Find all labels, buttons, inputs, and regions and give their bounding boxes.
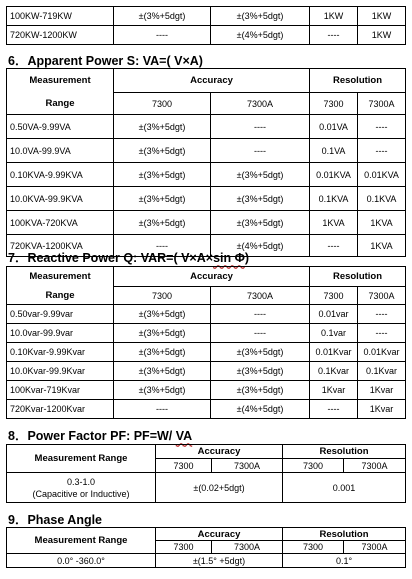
table-row — [7, 163, 406, 187]
measurement-header: Measurement — [7, 267, 114, 287]
accuracy-cell: ±(3%+5dgt) — [114, 381, 211, 400]
power-factor-table — [6, 444, 406, 503]
accuracy-cell: ±(3%+5dgt) — [211, 211, 310, 235]
range-cell: 720KW-1200KW — [7, 26, 114, 45]
model-7300-header: 7300 — [283, 459, 344, 473]
range-cell: 10.0var-99.9var — [7, 324, 114, 343]
accuracy-header: Accuracy — [156, 445, 283, 459]
accuracy-cell: ±(3%+5dgt) — [114, 163, 211, 187]
model-7300a-header: 7300A — [212, 459, 283, 473]
resolution-cell: 0.1KVA — [358, 187, 406, 211]
accuracy-cell: ---- — [211, 305, 310, 324]
range-cell: 0.0° -360.0° — [7, 554, 156, 568]
model-7300a-header: 7300A — [211, 93, 310, 115]
model-7300-header: 7300 — [310, 93, 358, 115]
range-cell: 0.10KVA-9.99KVA — [7, 163, 114, 187]
accuracy-cell: ±(3%+5dgt) — [114, 343, 211, 362]
range-cell: 720Kvar-1200Kvar — [7, 400, 114, 419]
accuracy-header: Accuracy — [156, 528, 283, 541]
resolution-header: Resolution — [310, 267, 406, 287]
accuracy-cell: ±(4%+5dgt) — [211, 400, 310, 419]
resolution-cell: 1KVA — [310, 211, 358, 235]
model-7300a-header: 7300A — [344, 459, 406, 473]
model-7300a-header: 7300A — [344, 541, 406, 554]
model-7300-header: 7300 — [156, 541, 212, 554]
range-cell: 0.50var-9.99var — [7, 305, 114, 324]
table-row — [7, 473, 406, 503]
measurement-range-header: Measurement Range — [7, 528, 156, 554]
accuracy-cell: ±(3%+5dgt) — [114, 324, 211, 343]
power-table-continued — [6, 6, 406, 45]
model-7300-header: 7300 — [283, 541, 344, 554]
model-7300-header: 7300 — [310, 287, 358, 305]
table-row — [7, 554, 406, 568]
header-row — [7, 267, 406, 287]
resolution-cell: ---- — [358, 115, 406, 139]
table-row — [7, 26, 406, 45]
model-7300-header: 7300 — [156, 459, 212, 473]
range-header: Range — [7, 93, 114, 115]
resolution-cell: 0.1KVA — [310, 187, 358, 211]
resolution-cell: 0.01var — [310, 305, 358, 324]
section-8-title-va: VA — [175, 429, 193, 443]
accuracy-cell: ---- — [211, 324, 310, 343]
table-row — [7, 324, 406, 343]
section-9-title: 9．Phase Angle — [8, 513, 103, 527]
accuracy-cell: ±(1.5° +5dgt) — [156, 554, 283, 568]
resolution-cell: 1Kvar — [358, 400, 406, 419]
resolution-cell: ---- — [310, 400, 358, 419]
resolution-cell: 0.1° — [283, 554, 406, 568]
range-cell: 0.10Kvar-9.99Kvar — [7, 343, 114, 362]
resolution-cell: ---- — [310, 26, 358, 45]
table-row — [7, 115, 406, 139]
resolution-cell: ---- — [358, 305, 406, 324]
phase-angle-table — [6, 527, 406, 568]
accuracy-cell: ±(3%+5dgt) — [114, 362, 211, 381]
resolution-cell: 0.1Kvar — [358, 362, 406, 381]
accuracy-cell: ---- — [114, 235, 211, 257]
resolution-cell: 0.1VA — [310, 139, 358, 163]
range-header: Range — [7, 287, 114, 305]
resolution-cell: 0.1Kvar — [310, 362, 358, 381]
range-cell — [7, 473, 156, 503]
section-7-title-prefix: 7．Reactive Power Q: VAR=( V×A× — [8, 251, 214, 265]
header-row — [7, 287, 406, 305]
model-7300a-header: 7300A — [358, 93, 406, 115]
accuracy-cell: ±(3%+5dgt) — [211, 163, 310, 187]
accuracy-cell: ---- — [114, 26, 211, 45]
accuracy-cell: ±(3%+5dgt) — [211, 381, 310, 400]
resolution-cell: 0.01KVA — [358, 163, 406, 187]
range-cell: 10.0VA-99.9VA — [7, 139, 114, 163]
section-7-title — [8, 248, 249, 266]
apparent-power-table — [6, 68, 406, 257]
header-row — [7, 69, 406, 93]
resolution-cell: 1Kvar — [310, 381, 358, 400]
resolution-cell: ---- — [358, 324, 406, 343]
resolution-cell: ---- — [358, 139, 406, 163]
table-row — [7, 139, 406, 163]
resolution-cell: 0.01VA — [310, 115, 358, 139]
resolution-header: Resolution — [310, 69, 406, 93]
header-row — [7, 93, 406, 115]
range-cell: 100KW-719KW — [7, 7, 114, 26]
resolution-header: Resolution — [283, 528, 406, 541]
range-cell: 720KVA-1200KVA — [7, 235, 114, 257]
range-cell: 100KVA-720KVA — [7, 211, 114, 235]
model-7300-header: 7300 — [114, 287, 211, 305]
accuracy-cell: ±(3%+5dgt) — [211, 343, 310, 362]
resolution-cell: 0.001 — [283, 473, 406, 503]
accuracy-header: Accuracy — [114, 69, 310, 93]
accuracy-cell: ---- — [211, 139, 310, 163]
model-7300a-header: 7300A — [358, 287, 406, 305]
accuracy-cell: ±(4%+5dgt) — [211, 26, 310, 45]
resolution-header: Resolution — [283, 445, 406, 459]
accuracy-cell: ±(3%+5dgt) — [114, 187, 211, 211]
reactive-power-table — [6, 266, 406, 419]
section-7-title-sin: sin Φ — [213, 251, 245, 265]
range-line-2: (Capacitive or Inductive) — [32, 488, 130, 499]
section-7-title-suffix: ) — [244, 251, 250, 265]
header-row — [7, 528, 406, 541]
resolution-cell: 1KW — [310, 7, 358, 26]
accuracy-cell: ±(0.02+5dgt) — [156, 473, 283, 503]
model-7300-header: 7300 — [114, 93, 211, 115]
measurement-range-header: Measurement Range — [7, 445, 156, 473]
range-cell: 100Kvar-719Kvar — [7, 381, 114, 400]
accuracy-cell: ---- — [114, 400, 211, 419]
accuracy-cell: ±(3%+5dgt) — [211, 7, 310, 26]
accuracy-cell: ±(3%+5dgt) — [114, 7, 211, 26]
model-7300a-header: 7300A — [211, 287, 310, 305]
resolution-cell: 0.01KVA — [310, 163, 358, 187]
section-8-title — [8, 426, 192, 444]
model-7300a-header: 7300A — [212, 541, 283, 554]
accuracy-header: Accuracy — [114, 267, 310, 287]
section-8-title-prefix: 8．Power Factor PF: PF=W/ — [8, 429, 176, 443]
accuracy-cell: ±(3%+5dgt) — [211, 362, 310, 381]
accuracy-cell: ±(3%+5dgt) — [114, 139, 211, 163]
accuracy-cell: ±(3%+5dgt) — [211, 187, 310, 211]
table-row — [7, 7, 406, 26]
resolution-cell: 0.01Kvar — [310, 343, 358, 362]
resolution-cell: 1KVA — [358, 235, 406, 257]
resolution-cell: 0.01Kvar — [358, 343, 406, 362]
section-6-title: 6．Apparent Power S: VA=( V×A) — [8, 54, 203, 68]
table-row — [7, 187, 406, 211]
range-line-1: 0.3-1.0 — [66, 476, 96, 487]
accuracy-cell: ±(3%+5dgt) — [114, 115, 211, 139]
range-cell: 10.0Kvar-99.9Kvar — [7, 362, 114, 381]
resolution-cell: 1KW — [358, 7, 406, 26]
header-row — [7, 445, 406, 459]
table-row — [7, 305, 406, 324]
accuracy-cell: ±(3%+5dgt) — [114, 305, 211, 324]
table-row — [7, 211, 406, 235]
table-row — [7, 362, 406, 381]
table-row — [7, 400, 406, 419]
accuracy-cell: ---- — [211, 115, 310, 139]
range-cell: 10.0KVA-99.9KVA — [7, 187, 114, 211]
range-cell: 0.50VA-9.99VA — [7, 115, 114, 139]
accuracy-cell: ±(4%+5dgt) — [211, 235, 310, 257]
accuracy-cell: ±(3%+5dgt) — [114, 211, 211, 235]
resolution-cell: 1Kvar — [358, 381, 406, 400]
table-row — [7, 381, 406, 400]
resolution-cell: 1KVA — [358, 211, 406, 235]
table-row — [7, 343, 406, 362]
resolution-cell: 0.1var — [310, 324, 358, 343]
resolution-cell: ---- — [310, 235, 358, 257]
resolution-cell: 1KW — [358, 26, 406, 45]
measurement-header: Measurement — [7, 69, 114, 93]
